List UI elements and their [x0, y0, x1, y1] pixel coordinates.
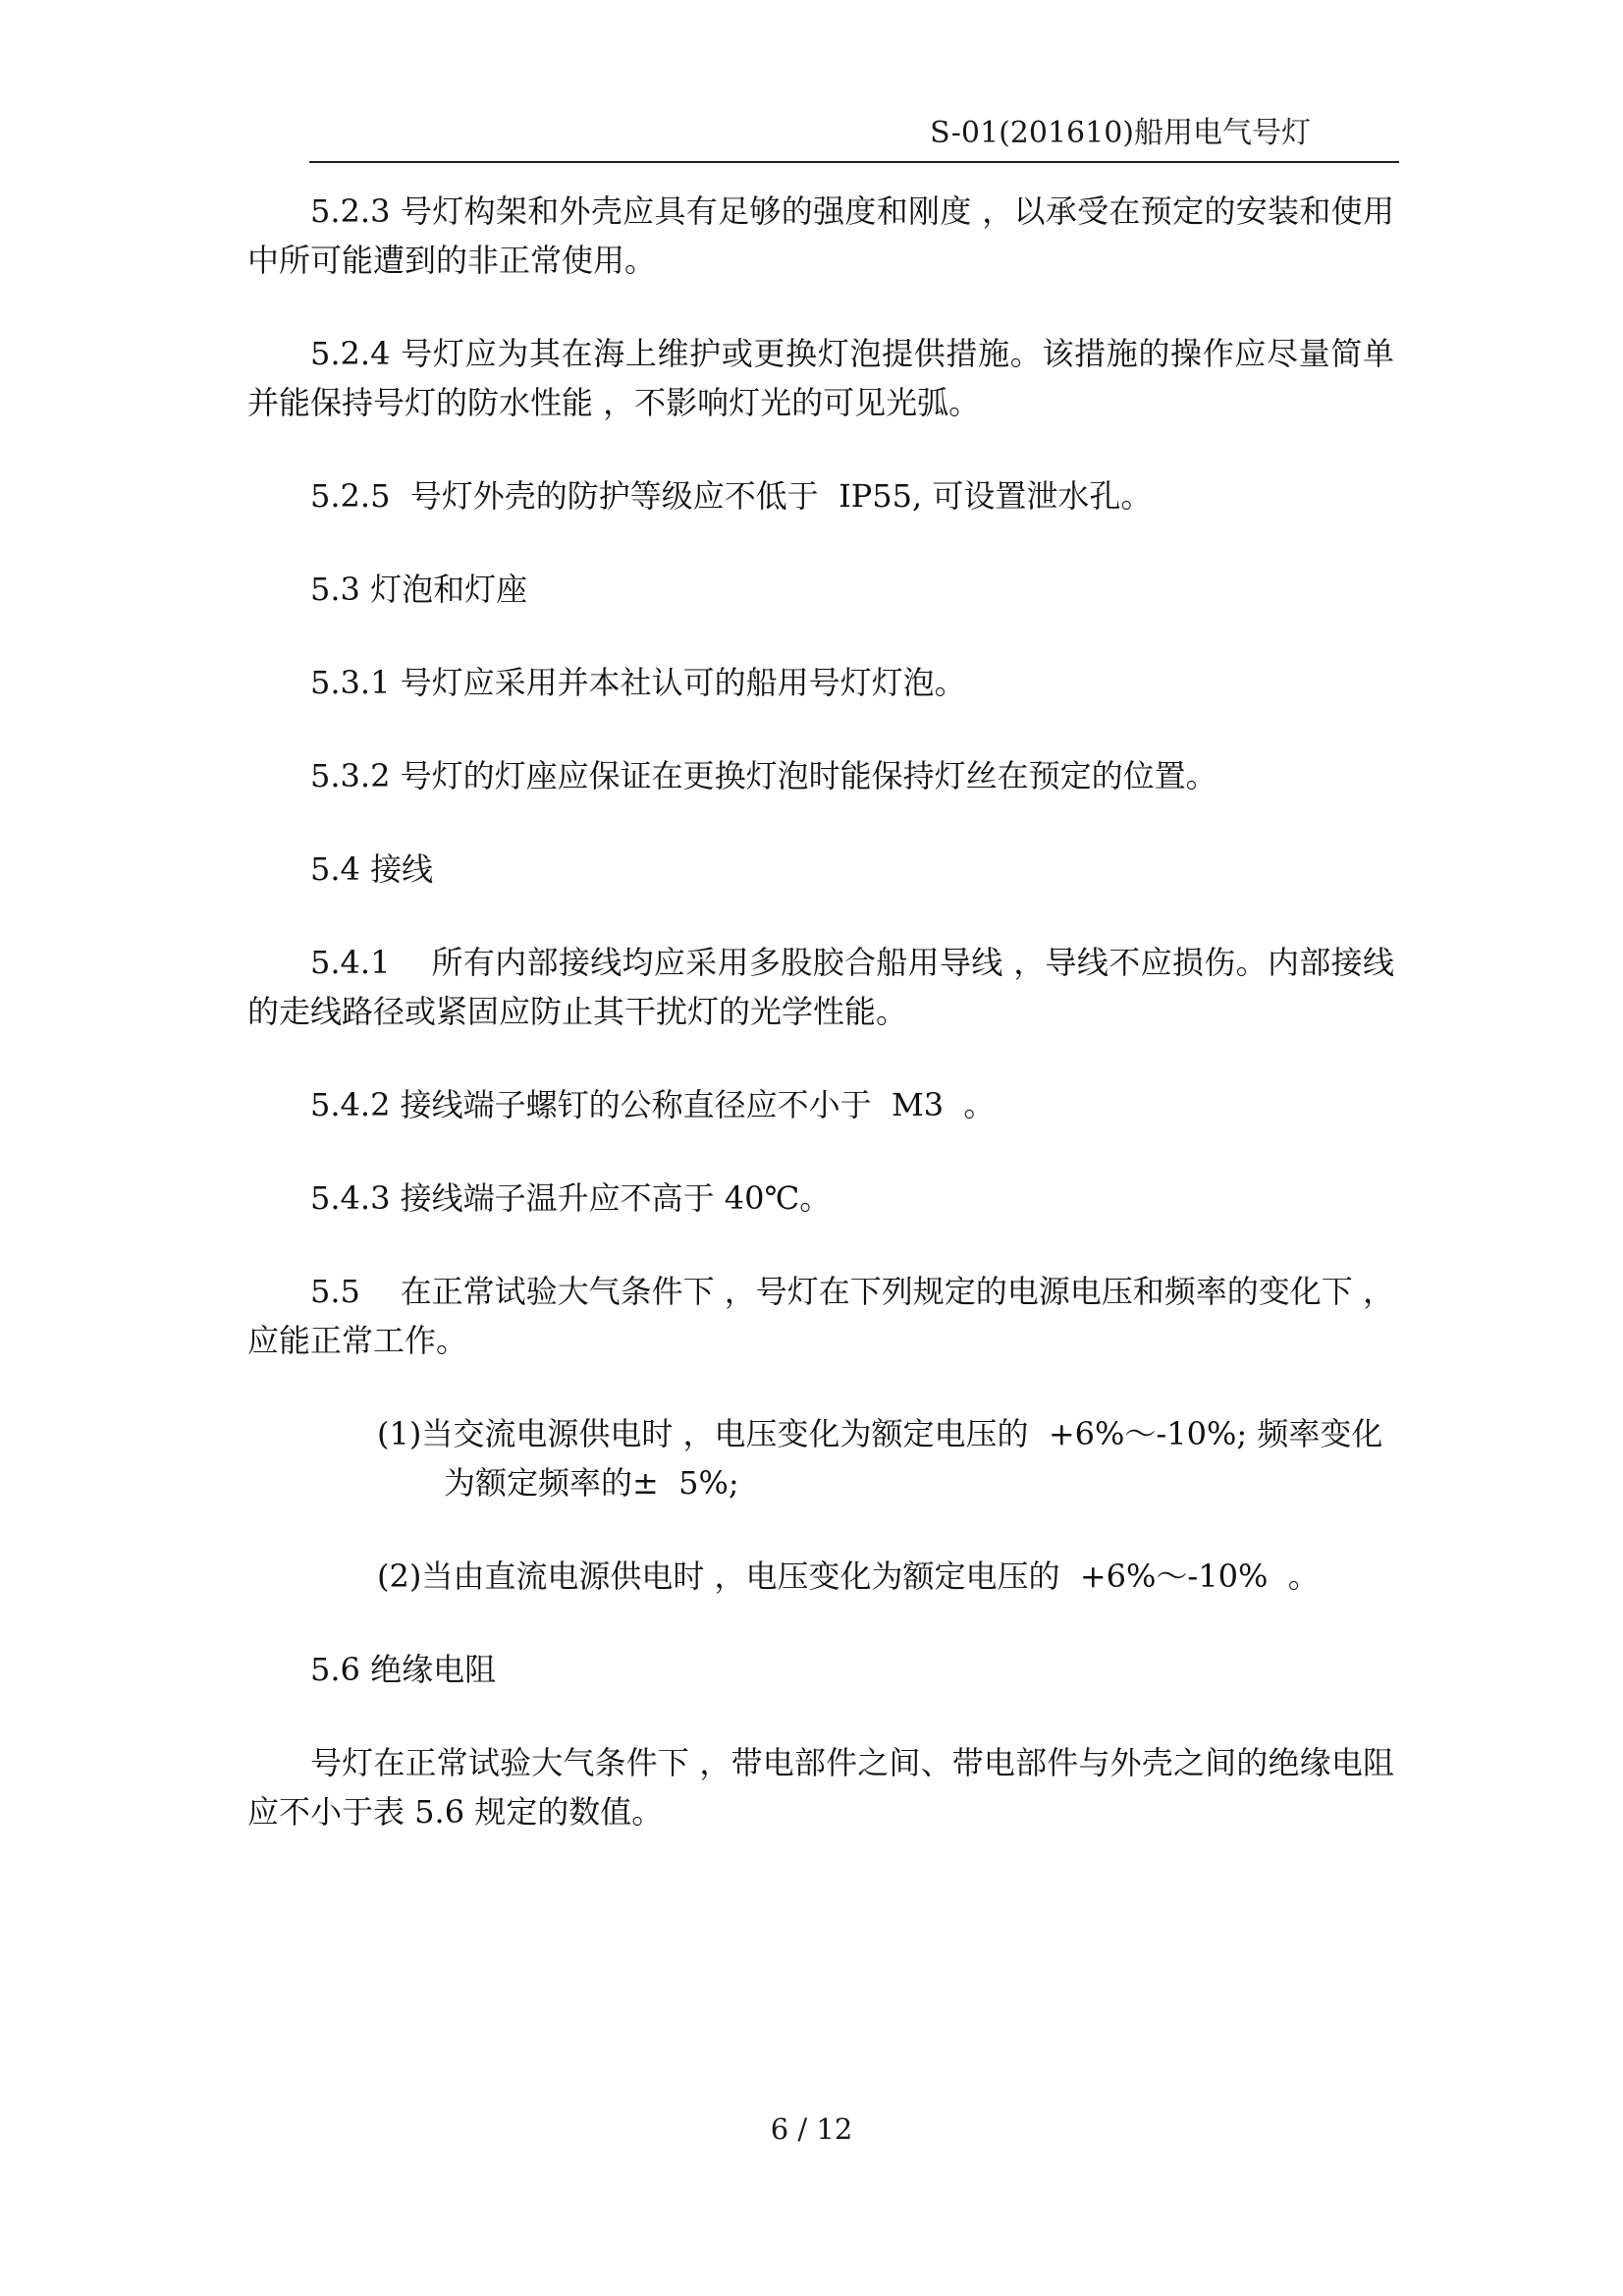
- list-item-dc-supply: (2)当由直流电源供电时 ，电压变化为额定电压的 +6%～-10% 。: [377, 1558, 1320, 1595]
- clause-5-2-5: 5.2.5 号灯外壳的防护等级应不低于 IP55, 可设置泄水孔。: [310, 477, 1153, 515]
- clause-5-3-2: 5.3.2 号灯的灯座应保证在更换灯泡时能保持灯丝在预定的位置。: [310, 757, 1217, 794]
- section-heading-5-6: 5.6 绝缘电阻: [310, 1651, 497, 1688]
- page-number: 6 / 12: [770, 2112, 853, 2146]
- clause-5-6-body: 号灯在正常试验大气条件下 ，带电部件之间、带电部件与外壳之间的绝缘电阻应不小于表 5.6 规定的数值。: [247, 1744, 1394, 1831]
- document-body: [247, 187, 1394, 1881]
- clause-5-4-3: 5.4.3 接线端子温升应不高于 40℃。: [310, 1179, 832, 1217]
- header-divider: [309, 161, 1399, 163]
- clause-5-3-1: 5.3.1 号灯应采用并本社认可的船用号灯灯泡。: [310, 664, 966, 701]
- section-heading-5-4: 5.4 接线: [310, 850, 434, 888]
- page-header-title: S-01(201610)船用电气号灯: [930, 116, 1311, 150]
- clause-5-2-4: 5.2.4 号灯应为其在海上维护或更换灯泡提供措施。该措施的操作应尽量简单并能保持号灯的防水性能 ，不影响灯光的可见光弧。: [247, 335, 1394, 421]
- clause-5-4-2: 5.4.2 接线端子螺钉的公称直径应不小于 M3 。: [310, 1086, 996, 1123]
- list-item-ac-supply: (1)当交流电源供电时 ，电压变化为额定电压的 +6%～-10%; 频率变化为额定频率的± 5%;: [377, 1415, 1383, 1502]
- clause-5-2-3: 5.2.3 号灯构架和外壳应具有足够的强度和刚度 ，以承受在预定的安装和使用中所可能遭到的非正常使用。: [247, 192, 1394, 279]
- section-heading-5-3: 5.3 灯泡和灯座: [310, 571, 528, 608]
- clause-5-5: 5.5 在正常试验大气条件下 ，号灯在下列规定的电源电压和频率的变化下 ，应能正常工作。: [247, 1273, 1394, 1359]
- clause-5-4-1: 5.4.1 所有内部接线均应采用多股胶合船用导线 ，导线不应损伤。内部接线的走线路径或紧固应防止其干扰灯的光学性能。: [247, 944, 1394, 1030]
